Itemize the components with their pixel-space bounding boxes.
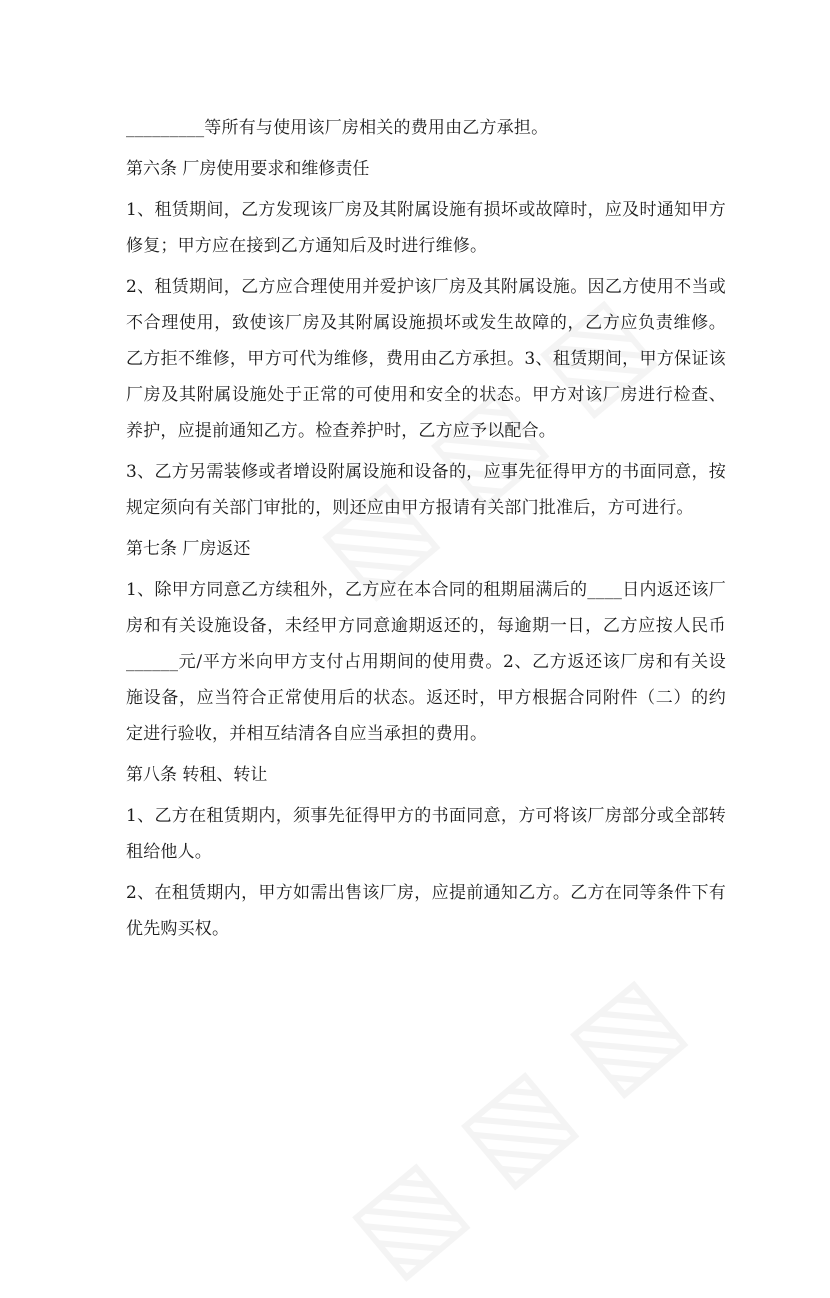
- section-heading: 第六条 厂房使用要求和维修责任: [126, 159, 370, 179]
- paragraph: 2、租赁期间，乙方应合理使用并爱护该厂房及其附属设施。因乙方使用不当或不合理使用，致使该厂房及其附属设施损坏或发生故障的，乙方应负责维修。乙方拒不维修，甲方可代为维修，费用由乙方承担。3、租赁期间，甲方保证该厂房及其附属设施处于正常的可使用和安全的状态。甲方对该厂房进行检查、养护，应提前通知乙方。检查养护时，乙方应予以配合。: [126, 277, 726, 441]
- paragraph: 3、乙方另需装修或者增设附属设施和设备的，应事先征得甲方的书面同意，按规定须向有关部门审批的，则还应由甲方报请有关部门批准后，方可进行。: [126, 462, 726, 518]
- paragraph: 2、在租赁期内，甲方如需出售该厂房，应提前通知乙方。乙方在同等条件下有优先购买权。: [126, 883, 726, 939]
- paragraph: 1、除甲方同意乙方续租外，乙方应在本合同的租期届满后的____日内返还该厂房和有关设施设备，未经甲方同意逾期返还的，每逾期一日，乙方应按人民币______元/平方米向甲方支付占用期间的使用费。2、乙方返还该厂房和有关设施设备，应当符合正常使用后的状态。返还时，甲方根据合同附件（二）的约定进行验收，并相互结清各自应当承担的费用。: [126, 580, 726, 744]
- paragraph: 1、租赁期间，乙方发现该厂房及其附属设施有损坏或故障时，应及时通知甲方修复；甲方应在接到乙方通知后及时进行维修。: [126, 200, 726, 256]
- section-heading: 第八条 转租、转让: [126, 765, 268, 785]
- section-heading: 第七条 厂房返还: [126, 539, 251, 559]
- paragraph: 1、乙方在租赁期内，须事先征得甲方的书面同意，方可将该厂房部分或全部转租给他人。: [126, 806, 726, 862]
- document-body: [126, 110, 726, 952]
- watermark-graphic: [324, 950, 704, 1298]
- paragraph: _________等所有与使用该厂房相关的费用由乙方承担。: [126, 118, 549, 138]
